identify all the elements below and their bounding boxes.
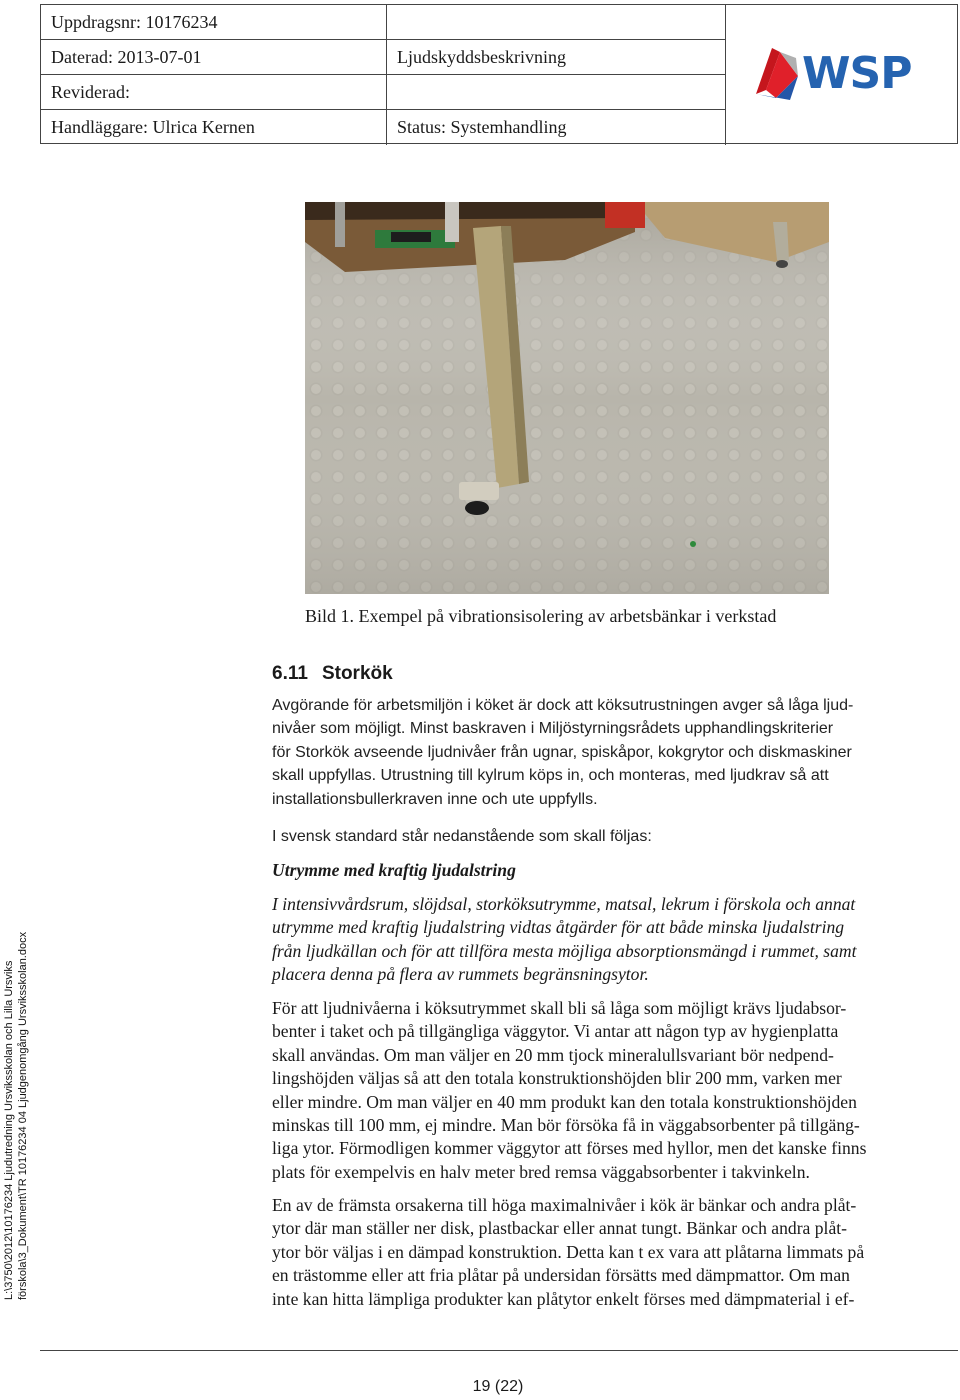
assignment-number: Uppdragsnr: 10176234	[41, 5, 387, 40]
text-line: en trästomme eller att fria plåtar på undersidan försätts med dämpmattor. Om man	[272, 1265, 850, 1286]
workshop-bench-photo	[305, 202, 829, 594]
text-line: för Storkök avseende ljudnivåer från ugnar, spiskåpor, kokgrytor och diskmaskiner	[272, 743, 852, 761]
text-line: För att ljudnivåerna i köksutrymmet skall bli så låga som möjligt krävs ljudabsor-	[272, 998, 847, 1018]
section-heading	[272, 663, 393, 685]
page-number: 19 (22)	[472, 1378, 524, 1395]
text-line: skall uppfyllas. Utrustning till kylrum köps in, och monteras, med ljudkrav så att	[272, 767, 829, 785]
text-line: skall användas. Om man väljer en 20 mm tjock mineralullsvariant bör nedpend-	[272, 1044, 834, 1065]
standard-intro: I svensk standard står nedanstående som skall följas:	[272, 828, 652, 845]
text-line: Avgörande för arbetsmiljön i köket är dock att köksutrustningen avger så låga ljud-	[272, 697, 854, 714]
section-number: 6.11	[272, 663, 308, 684]
text-line: liga ytor. Förmodligen kommer väggytor att förses med hyllor, men det kanske finns	[272, 1138, 867, 1159]
text-line: ytor bör väljas i en dämpad konstruktion. Detta kan t ex vara att plåtarna limmats på	[272, 1241, 865, 1262]
wsp-logo	[726, 5, 959, 145]
text-line: från ljudkällan och för att tillföra mesta möjliga absorptionsmängd i rummet, samt	[272, 940, 857, 961]
dated-field: Daterad: 2013-07-01	[41, 40, 387, 75]
wsp-logo-icon	[750, 40, 936, 110]
text-line: installationsbullerkraven inne och ute uppfylls.	[272, 790, 598, 808]
text-line: placera denna på flera av rummets begränsningsytor.	[272, 964, 649, 985]
header-empty-cell	[387, 5, 726, 40]
intro-paragraph	[272, 694, 960, 811]
file-path-line: L:\3750\2012\10176234 Ljudutredning Ursviksskolan och Lilla Ursviks	[3, 960, 15, 1300]
text-line: lingshöjden väljas så att den totala konstruktionshöjden blir 200 mm, varken mer	[272, 1068, 842, 1089]
handler-field: Handläggare: Ulrica Kernen	[41, 110, 387, 145]
file-path-line: förskola\3_Dokument\TR 10176234 04 Ljudgenomgång Ursviksskolan.docx	[17, 931, 29, 1300]
file-path-margin	[2, 920, 38, 1300]
section-title: Storkök	[321, 663, 393, 684]
text-line: eller mindre. Om man väljer en 40 mm produkt kan den totala konstruktionshöjden	[272, 1091, 857, 1112]
text-line: minskas till 100 mm, ej mindre. Man bör försöka få in väggabsorbenter på tillgäng-	[272, 1115, 860, 1136]
standard-quote	[272, 893, 960, 987]
figure-caption: Bild 1. Exempel på vibrationsisolering av arbetsbänkar i verkstad	[305, 606, 777, 626]
text-line: plats för exempelvis en halv meter bred remsa väggabsorbenter i takvinkeln.	[272, 1161, 810, 1182]
text-line: benter i taket och på tillgängliga väggytor. Vi antar att någon typ av hygienplatta	[272, 1021, 839, 1042]
document-header-table	[40, 4, 958, 144]
absorbent-paragraph	[272, 997, 960, 1184]
footer-divider	[40, 1350, 958, 1351]
bench-paragraph	[272, 1194, 960, 1311]
header-empty-cell	[387, 75, 726, 110]
text-line: ytor där man ställer ner disk, plastbackar eller annat tungt. Bänkar och andra plåt-	[272, 1218, 848, 1239]
standard-heading: Utrymme med kraftig ljudalstring	[272, 860, 516, 880]
status-field: Status: Systemhandling	[387, 110, 726, 145]
svg-text:WSP: WSP	[801, 48, 911, 99]
document-title: Ljudskyddsbeskrivning	[387, 40, 726, 75]
text-line: I intensivvårdsrum, slöjdsal, storköksutrymme, matsal, lekrum i förskola och annat	[272, 894, 856, 914]
text-line: inte kan hitta lämpliga produkter kan plåtytor enkelt förses med dämpmaterial i ef-	[272, 1288, 855, 1309]
text-line: nivåer som möjligt. Minst baskraven i Miljöstyrningsrådets upphandlingskriterier	[272, 720, 834, 738]
revised-field: Reviderad:	[41, 75, 387, 110]
text-line: En av de främsta orsakerna till höga maximalnivåer i kök är bänkar och andra plåt-	[272, 1195, 857, 1215]
text-line: utrymme med kraftig ljudalstring vidtas åtgärder för att både minska ljudalstring	[272, 917, 845, 938]
